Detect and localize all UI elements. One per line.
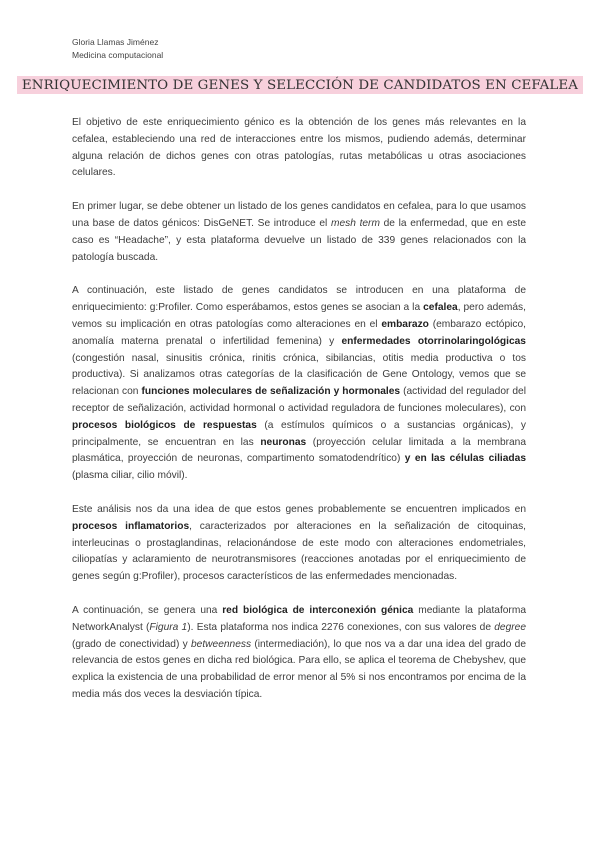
bold-term: red biológica de interconexión génica	[222, 604, 414, 616]
text: (grado de conectividad) y	[72, 638, 192, 650]
bold-term: neuronas	[260, 436, 307, 448]
text: mediante la plataforma NetworkAnalyst (	[72, 604, 526, 633]
text: , pero además, vemos su implicación en otras patologías como alteraciones en el	[72, 302, 526, 330]
text: (proyección celular limitada a la membrana plasmática, proyección de neuronas, compartimento somatodendrítico)	[72, 436, 526, 465]
bold-term: procesos biológicos de respuestas	[72, 419, 257, 431]
text: A continuación, se genera una	[72, 604, 223, 616]
text: (congestión nasal, sinusitis crónica, rinitis crónica, sibilancias, otitis media productiva o tos productiva). Si analizamos otras categorías de la clasificación de Gene Ontology, vemos que se relacionan con	[72, 352, 526, 398]
bold-term: y en las células ciliadas	[404, 453, 526, 465]
text: (embarazo ectópico, anomalía materna prenatal o infertilidad femenina) y	[72, 318, 526, 347]
bold-term: cefalea	[423, 302, 458, 314]
text: (intermediación), lo que nos va a dar una idea del grado de relevancia de estos genes en dicha red biológica. Para ello, se aplica el teorema de Chebyshev, que explica la existencia de una probabilidad de error menor al 5% si nos encontramos por encima de la media más dos veces la desviación típica.	[72, 638, 526, 700]
text: (actividad del regulador del receptor de señalización, actividad hormonal o actividad reguladora de funciones moleculares), con	[72, 386, 526, 414]
italic-term: mesh term	[330, 217, 380, 229]
text: En primer lugar, se debe obtener un listado de los genes candidatos en cefalea, para lo que usamos una base de datos génicos: DisGeNET. Se introduce el	[72, 201, 526, 229]
author-name: Gloria Llamas Jiménez	[72, 37, 159, 47]
paragraph-objective: El objetivo de este enriquecimiento génico es la obtención de los genes más relevantes en la cefalea, estableciendo una red de interacciones entre los mismos, pudiendo además, determinar alguna relación de dichos genes con otras patologías, rutas metabólicas u otras asociaciones celulares.	[72, 117, 526, 179]
text: (a estímulos químicos o a sustancias orgánicas), y principalmente, se encuentran en las	[72, 419, 526, 448]
paragraph-network	[72, 603, 526, 704]
paragraph-gprofiler	[72, 283, 526, 485]
text: de la enfermedad, que en este caso es “Headache”, y esta plataforma devuelve un listado de 339 genes relacionados con la patología buscada.	[72, 217, 527, 263]
subject-name: Medicina computacional	[72, 50, 164, 60]
bold-term: funciones moleculares de señalización y hormonales	[141, 386, 401, 398]
paragraph-disgenet	[72, 199, 526, 266]
italic-term: Figura 1	[149, 621, 188, 633]
document-body	[72, 115, 526, 721]
bold-term: procesos inflamatorios	[72, 520, 190, 532]
italic-term: degree	[494, 621, 526, 633]
text: ). Esta plataforma nos indica 2276 conexiones, con sus valores de	[187, 621, 495, 633]
page-header	[72, 36, 163, 62]
paragraph-inflammation	[72, 502, 526, 586]
text: Este análisis nos da una idea de que estos genes probablemente se encuentren implicados en	[72, 503, 526, 515]
text: (plasma ciliar, cilio móvil).	[72, 470, 188, 482]
text: , caracterizados por alteraciones en la señalización de citoquinas, interleucinas o prostaglandinas, relacionándose de este modo con alteraciones endometriales, ciliopatías y aclaramiento de neurotransmisores (reacciones anotadas por el enriquecimiento de genes según g:Profiler), procesos característicos de las enfermedades mencionadas.	[72, 520, 527, 583]
bold-term: embarazo	[381, 318, 429, 330]
document-title: ENRIQUECIMIENTO DE GENES Y SELECCIÓN DE CANDIDATOS EN CEFALEA	[17, 76, 583, 94]
title-container	[0, 76, 600, 94]
bold-term: enfermedades otorrinolaringológicas	[341, 335, 526, 347]
text: A continuación, este listado de genes candidatos se introducen en una plataforma de enriquecimiento: g:Profiler. Como esperábamos, estos genes se asocian a la	[72, 285, 526, 314]
italic-term: betweenness	[191, 638, 252, 650]
